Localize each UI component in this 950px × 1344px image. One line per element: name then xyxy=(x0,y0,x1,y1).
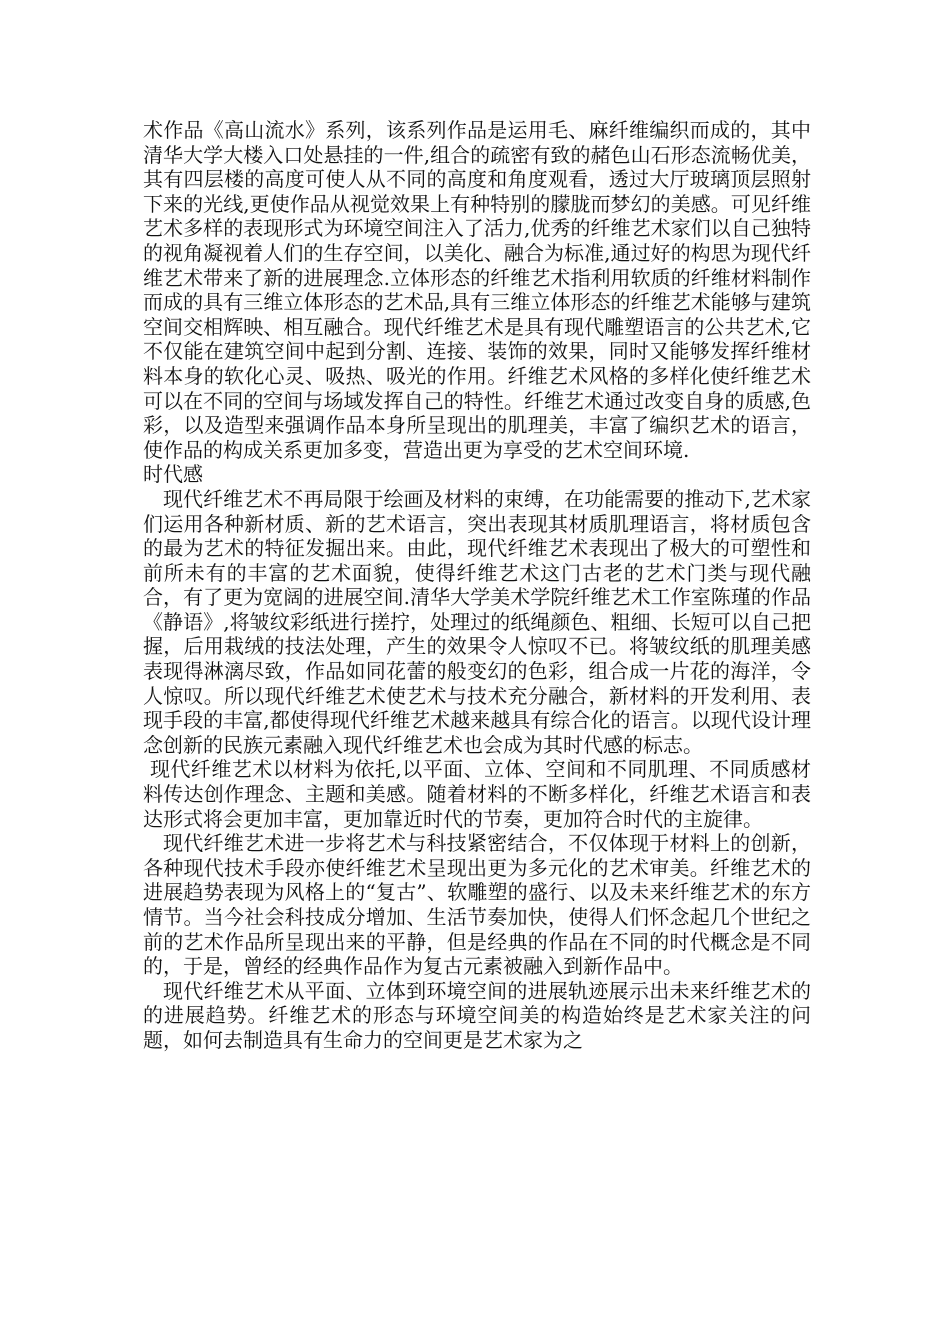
paragraph-materials: 现代纤维艺术以材料为依托,以平面、立体、空间和不同肌理、不同质感材料传达创作理念、主题和美感。随着材料的不断多样化，纤维艺术语言和表达形式将会更加丰富，更加靠近时代的节奏，更加符合时代的主旋律。 xyxy=(143,757,811,831)
document-body xyxy=(143,118,811,1053)
paragraph-era-intro: 现代纤维艺术不再局限于绘画及材料的束缚，在功能需要的推动下,艺术家们运用各种新材质、新的艺术语言，突出表现其材质肌理语言，将材质包含的最为艺术的特征发掘出来。由此，现代纤维艺术表现出了极大的可塑性和前所未有的丰富的艺术面貌，使得纤维艺术这门古老的艺术门类与现代融合，有了更为宽阔的进展空间.清华大学美术学院纤维艺术工作室陈瑾的作品《静语》,将皱纹彩纸进行搓拧，处理过的纸绳颜色、粗细、长短可以自己把握，后用栽绒的技法处理，产生的效果令人惊叹不已。将皱纹纸的肌理美感表现得淋漓尽致，作品如同花蕾的般变幻的色彩，组合成一片花的海洋，令人惊叹。所以现代纤维艺术使艺术与技术充分融合，新材料的开发利用、表现手段的丰富,都使得现代纤维艺术越来越具有综合化的语言。以现代设计理念创新的民族元素融入现代纤维艺术也会成为其时代感的标志。 xyxy=(143,486,811,757)
paragraph-trend: 现代纤维艺术从平面、立体到环境空间的进展轨迹展示出未来纤维艺术的的进展趋势。纤维艺术的形态与环境空间美的构造始终是艺术家关注的问题，如何去制造具有生命力的空间更是艺术家为之 xyxy=(143,978,811,1052)
paragraph-continuation: 术作品《高山流水》系列，该系列作品是运用毛、麻纤维编织而成的，其中清华大学大楼入口处悬挂的一件,组合的疏密有致的赭色山石形态流畅优美，其有四层楼的高度可使人从不同的高度和角度观看，透过大厅玻璃顶层照射下来的光线,更使作品从视觉效果上有种特别的朦胧而梦幻的美感。可见纤维艺术多样的表现形式为环境空间注入了活力,优秀的纤维艺术家们以自己独特的视角凝视着人们的生存空间，以美化、融合为标准,通过好的构思为现代纤维艺术带来了新的进展理念.立体形态的纤维艺术指利用软质的纤维材料制作而成的具有三维立体形态的艺术品,具有三维立体形态的纤维艺术能够与建筑空间交相辉映、相互融合。现代纤维艺术是具有现代雕塑语言的公共艺术,它不仅能在建筑空间中起到分割、连接、装饰的效果，同时又能够发挥纤维材料本身的软化心灵、吸热、吸光的作用。纤维艺术风格的多样化使纤维艺术可以在不同的空间与场域发挥自己的特性。纤维艺术通过改变自身的质感,色彩，以及造型来强调作品本身所呈现出的肌理美，丰富了编织艺术的语言，使作品的构成关系更加多变，营造出更为享受的艺术空间环境. xyxy=(143,118,811,462)
section-heading: 时代感 xyxy=(143,462,203,487)
paragraph-technology: 现代纤维艺术进一步将艺术与科技紧密结合，不仅体现于材料上的创新，各种现代技术手段亦使纤维艺术呈现出更为多元化的艺术审美。纤维艺术的进展趋势表现为风格上的“复古”、软雕塑的盛行、以及未来纤维艺术的东方情节。当今社会科技成分增加、生活节奏加快，使得人们怀念起几个世纪之前的艺术作品所呈现出来的平静，但是经典的作品在不同的时代概念是不同的，于是，曾经的经典作品作为复古元素被融入到新作品中。 xyxy=(143,831,811,979)
